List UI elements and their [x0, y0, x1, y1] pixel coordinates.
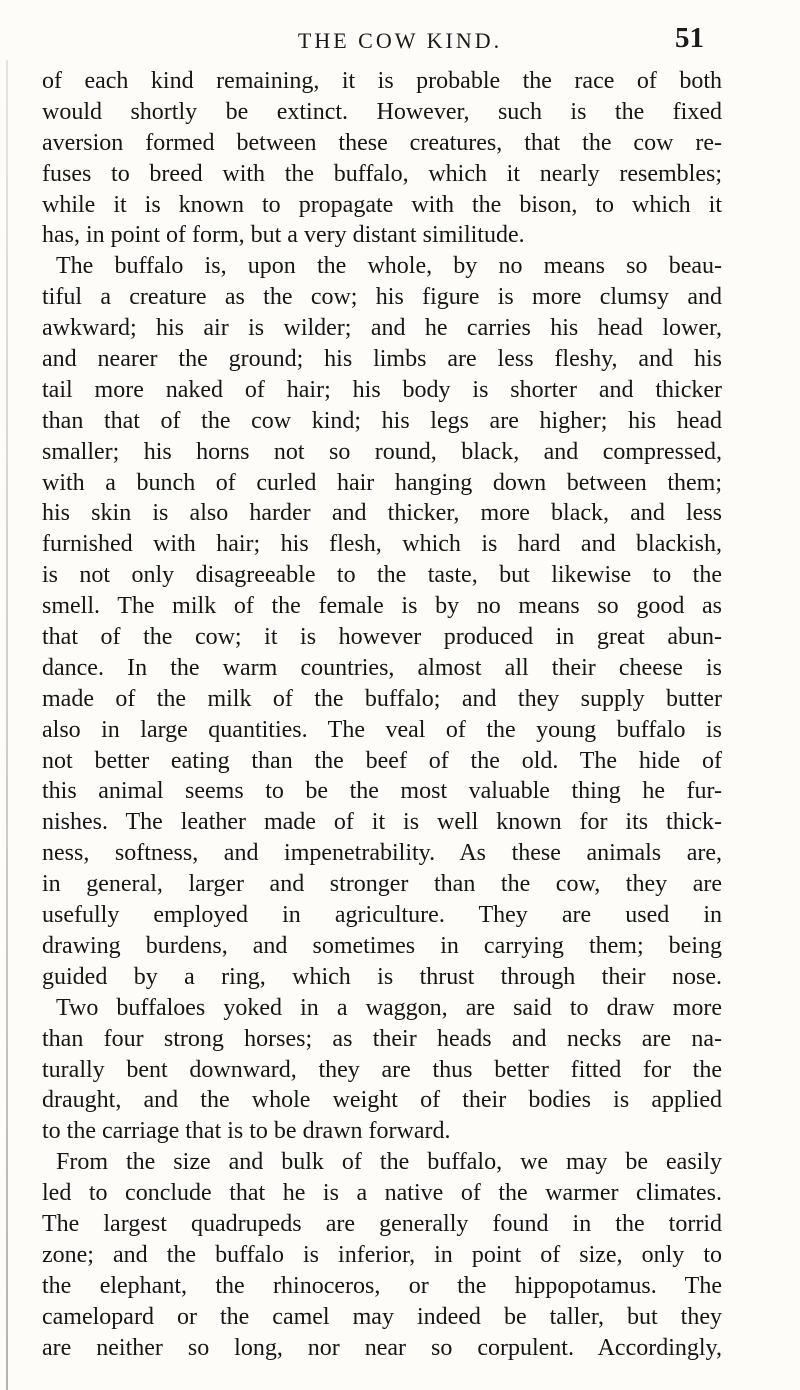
text-line: The largest quadrupeds are generally found in the torrid — [42, 1210, 722, 1237]
text-line: furnished with hair; his flesh, which is hard and blackish, — [42, 531, 722, 558]
text-line: fuses to breed with the buffalo, which it nearly resembles; — [42, 160, 722, 187]
text-line: usefully employed in agriculture. They are used in — [42, 902, 722, 929]
text-line: draught, and the whole weight of their bodies is applied — [42, 1087, 722, 1114]
text-line: with a bunch of curled hair hanging down between them; — [42, 469, 722, 496]
text-line: tail more naked of hair; his body is shorter and thicker — [42, 376, 722, 403]
running-title: THE COW KIND. — [297, 28, 503, 53]
page-gutter-edge — [6, 60, 8, 1390]
text-line: this animal seems to be the most valuable thing he fur- — [42, 778, 722, 805]
text-line: led to conclude that he is a native of the warmer climates. — [42, 1180, 722, 1207]
text-line: than four strong horses; as their heads and necks are na- — [42, 1025, 722, 1052]
text-line: are neither so long, nor near so corpulent. Accordingly, — [42, 1334, 722, 1361]
body-text — [42, 66, 722, 1363]
page-number: 51 — [675, 22, 704, 54]
text-line: smell. The milk of the female is by no means so good as — [42, 593, 722, 620]
text-line: not better eating than the beef of the old. The hide of — [42, 747, 722, 774]
text-line: is not only disagreeable to the taste, but likewise to the — [42, 562, 722, 589]
text-line: his skin is also harder and thicker, more black, and less — [42, 500, 722, 527]
text-line: dance. In the warm countries, almost all their cheese is — [42, 654, 722, 681]
text-line: would shortly be extinct. However, such is the fixed — [42, 98, 722, 125]
text-line: aversion formed between these creatures, that the cow re- — [42, 129, 722, 156]
text-line: to the carriage that is to be drawn forward. — [42, 1118, 451, 1145]
text-line: tiful a creature as the cow; his figure is more clumsy and — [42, 284, 722, 311]
text-line: and nearer the ground; his limbs are less fleshy, and his — [42, 346, 722, 373]
text-line: also in large quantities. The veal of the young buffalo is — [42, 716, 722, 743]
text-line: has, in point of form, but a very distant similitude. — [42, 222, 525, 249]
text-line: ness, softness, and impenetrability. As these animals are, — [42, 840, 722, 867]
text-line: while it is known to propagate with the bison, to which it — [42, 191, 722, 218]
text-line: smaller; his horns not so round, black, and compressed, — [42, 438, 722, 465]
text-line: camelopard or the camel may indeed be taller, but they — [42, 1303, 722, 1330]
text-line: made of the milk of the buffalo; and they supply butter — [42, 685, 722, 712]
text-line: Two buffaloes yoked in a waggon, are said to draw more — [56, 994, 722, 1021]
text-line: awkward; his air is wilder; and he carries his head lower, — [42, 315, 722, 342]
text-line: The buffalo is, upon the whole, by no means so beau- — [56, 253, 722, 280]
text-line: guided by a ring, which is thrust through their nose. — [42, 963, 722, 990]
text-line: in general, larger and stronger than the cow, they are — [42, 871, 722, 898]
text-line: of each kind remaining, it is probable the race of both — [42, 68, 722, 94]
text-line: than that of the cow kind; his legs are higher; his head — [42, 407, 722, 434]
text-line: From the size and bulk of the buffalo, we may be easily — [56, 1149, 722, 1176]
text-line: the elephant, the rhinoceros, or the hippopotamus. The — [42, 1272, 722, 1299]
text-line: drawing burdens, and sometimes in carrying them; being — [42, 932, 722, 959]
text-line: that of the cow; it is however produced in great abun- — [42, 624, 722, 651]
text-line: turally bent downward, they are thus better fitted for the — [42, 1056, 722, 1083]
text-line: nishes. The leather made of it is well known for its thick- — [42, 809, 722, 836]
text-line: zone; and the buffalo is inferior, in point of size, only to — [42, 1241, 722, 1268]
page-header — [0, 20, 800, 60]
